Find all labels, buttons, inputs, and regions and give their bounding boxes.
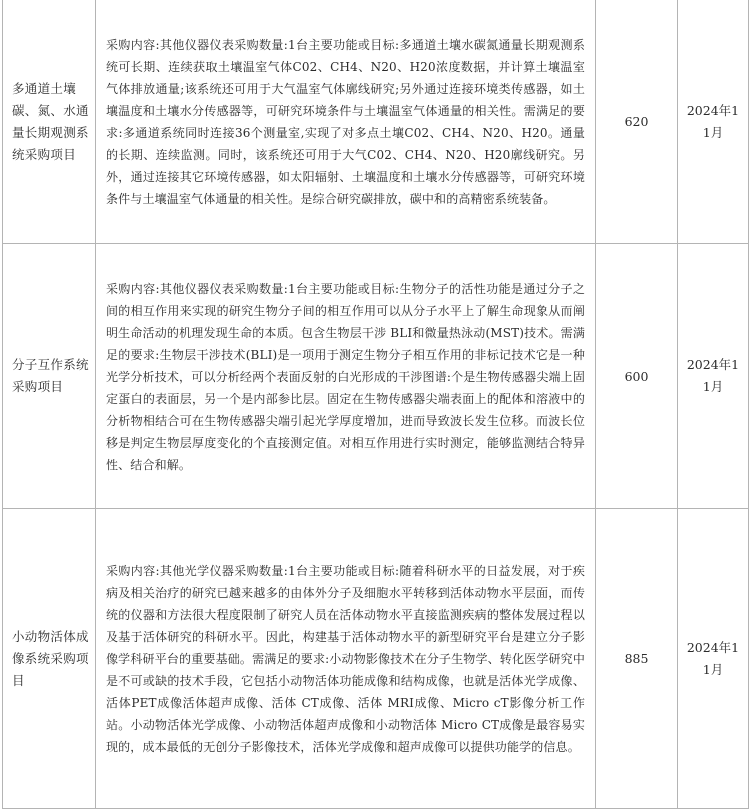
procurement-content-cell xyxy=(96,509,596,809)
procurement-content-cell xyxy=(96,0,596,244)
date-cell xyxy=(678,0,749,244)
procurement-date: 2024年11月 xyxy=(686,102,740,140)
date-cell xyxy=(678,244,749,509)
table-row xyxy=(3,509,749,809)
procurement-content: 采购内容:其他仪器仪表采购数量:1台主要功能或目标:多通道土壤水碳氮通量长期观测系统可长期、连续获取土壤温室气体C02、CH4、N20、H20浓度数据，并计算土壤温室气体排放通量;该系统还可用于大气温室气体廓线研究;另外通过连接环境类传感器，如土壤温度和土壤水分传感器等，可研究环境条件与土壤温室气体通量的相关性。需满足的要求:多通道系统同时连接36个测量室,实现了对多点土壤C02、CH4、N20、H20。通量的长期、连续监测。同时，该系统还可用于大气C02、CH4、N20、H20廓线研究。另外，通过连接其它环境传感器，如太阳辐射、土壤温度和土壤水分传感器等，可研究环境条件与土壤温室气体通量的相关性。是综合研究碳排放，碳中和的高精密系统装备。 xyxy=(106,38,585,206)
project-name: 分子互作系统采购项目 xyxy=(12,357,89,394)
project-name-cell xyxy=(3,244,96,509)
project-name-cell xyxy=(3,0,96,244)
budget-amount: 620 xyxy=(596,0,678,244)
table-row xyxy=(3,0,749,244)
procurement-content-cell xyxy=(96,244,596,509)
budget-amount: 885 xyxy=(596,509,678,809)
project-name: 多通道土壤碳、氮、水通量长期观测系统采购项目 xyxy=(12,80,89,162)
project-name-cell xyxy=(3,509,96,809)
procurement-table xyxy=(2,0,749,809)
project-name: 小动物活体成像系统采购项目 xyxy=(12,628,89,688)
table-row xyxy=(3,244,749,509)
date-cell xyxy=(678,509,749,809)
budget-amount: 600 xyxy=(596,244,678,509)
procurement-date: 2024年11月 xyxy=(686,357,740,394)
procurement-content: 采购内容:其他仪器仪表采购数量:1台主要功能或目标:生物分子的活性功能是通过分子之间的相互作用来实现的研究生物分子间的相互作用可以从分子水平上了解生命现象从而阐明生命活动的机理发现生命的本质。包含生物层干涉 BLI和微量热泳动(MST)技术。需满足的要求:生物层干涉技术(BLI)是一项用于测定生物分子相互作用的非标记技术它是一种光学分析技术，可以分析经两个表面反射的白光形成的干涉图谱:个是生物传感器尖端上固定蛋白的表面层，另一个是内部参比层。固定在生物传感器尖端表面上的配体和溶液中的分析物相结合可在生物传感器尖端引起光学厚度增加，进而导致波长发生位移。而波长位移是判定生物层厚度变化的个直接测定值。对相互作用进行实时测定，能够监测结合特异性、结合和解。 xyxy=(106,281,585,472)
procurement-date: 2024年11月 xyxy=(686,639,740,677)
procurement-content: 采购内容:其他光学仪器采购数量:1台主要功能或目标:随着科研水平的日益发展，对于疾病及相关治疗的研究已越来越多的由体外分子及细胞水平转移到活体动物水平层面，而传统的仪器和方法很大程度限制了研究人员在活体动物水平直接监测疾病的整体发展过程以及基于活体研究的科研水平。因此，构建基于活体动物水平的新型研究平台是建立分子影像学科研平台的重要基础。需满足的要求:小动物影像技术在分子生物学、转化医学研究中是不可或缺的技术手段，它包括小动物活体功能成像和结构成像，也就是活体光学成像、活体PET成像活体超声成像、活体 CT成像、活体 MRI成像、Micro cT影像分析工作站。小动物活体光学成像、小动物活体超声成像和小动物活体 Micro CT成像是最容易实现的，成本最低的无创分子影像技术，活体光学成像和超声成像可以提供功能学的信息。 xyxy=(106,564,585,754)
